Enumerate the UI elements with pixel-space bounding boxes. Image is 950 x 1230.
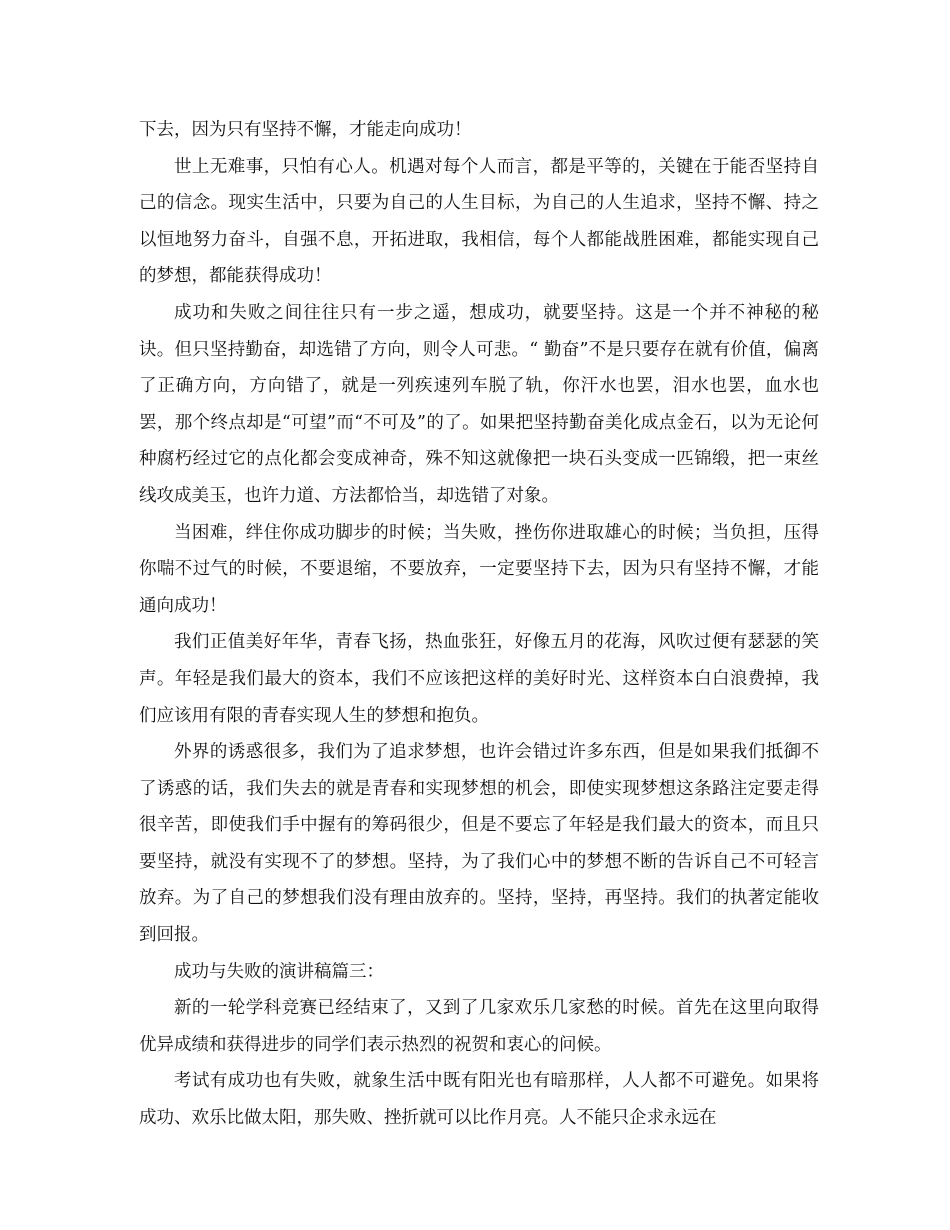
paragraph: 当困难，绊住你成功脚步的时候；当失败，挫伤你进取雄心的时候；当负担，压得你喘不过气的时候，不要退缩，不要放弃，一定要坚持下去，因为只有坚持不懈，才能通向成功！ (139, 522, 819, 616)
paragraph: 外界的诱惑很多，我们为了追求梦想，也许会错过许多东西，但是如果我们抵御不了诱惑的话，我们失去的就是青春和实现梦想的机会，即使实现梦想这条路注定要走得很辛苦，即使我们手中握有的筹码很少，但是不要忘了年轻是我们最大的资本，而且只要坚持，就没有实现不了的梦想。坚持，为了我们心中的梦想不断的告诉自己不可轻言放弃。为了自己的梦想我们没有理由放弃的。坚持，坚持，再坚持。我们的执著定能收到回报。 (139, 742, 819, 946)
section-heading: 成功与失败的演讲稿篇三： (174, 961, 384, 982)
paragraph: 考试有成功也有失败，就象生活中既有阳光也有暗那样，人人都不可避免。如果将成功、欢乐比做太阳，那失败、挫折就可以比作月亮。人不能只企求永远在 (139, 1071, 819, 1129)
document-body (139, 112, 819, 1137)
paragraph: 我们正值美好年华，青春飞扬，热血张狂，好像五月的花海，风吹过便有瑟瑟的笑声。年轻是我们最大的资本，我们不应该把这样的美好时光、这样资本白白浪费掉，我们应该用有限的青春实现人生的梦想和抱负。 (139, 632, 819, 726)
paragraph: 世上无难事，只怕有心人。机遇对每个人而言，都是平等的，关键在于能否坚持自己的信念。现实生活中，只要为自己的人生目标，为自己的人生追求，坚持不懈、持之以恒地努力奋斗，自强不息，开拓进取，我相信，每个人都能战胜困难，都能实现自己的梦想，都能获得成功！ (139, 156, 819, 287)
paragraph: 成功和失败之间往往只有一步之遥，想成功，就要坚持。这是一个并不神秘的秘诀。但只坚持勤奋，却选错了方向，则令人可悲。“ 勤奋”不是只要存在就有价值，偏离了正确方向，方向错了，就是一列疾速列车脱了轨，你汗水也罢，泪水也罢，血水也罢，那个终点却是“可望”而“不可及”的了。如果把坚持勤奋美化成点金石，以为无论何种腐朽经过它的点化都会变成神奇，殊不知这就像把一块石头变成一匹锦缎，把一束丝线攻成美玉，也许力道、方法都恰当，却选错了对象。 (139, 302, 819, 506)
paragraph: 下去，因为只有坚持不懈，才能走向成功！ (139, 120, 472, 140)
paragraph: 新的一轮学科竞赛已经结束了，又到了几家欢乐几家愁的时候。首先在这里向取得优异成绩和获得进步的同学们表示热烈的祝贺和衷心的问候。 (139, 998, 819, 1055)
